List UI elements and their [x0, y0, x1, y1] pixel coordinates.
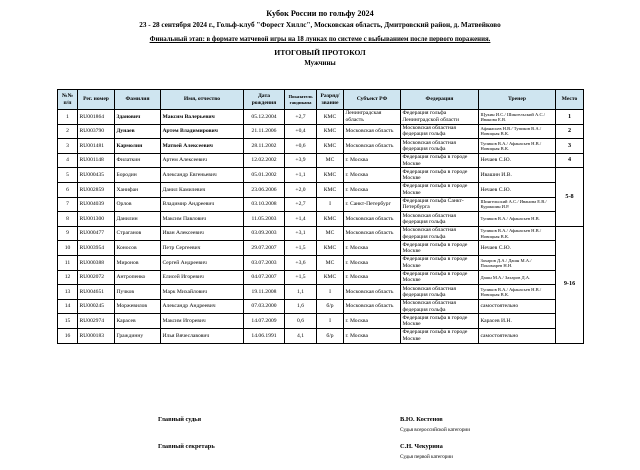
- cell-coach: Тупиков В.А./ Афанасьев Н.В./ Новицкая В.К.: [479, 226, 556, 241]
- protocol-title: ИТОГОВЫЙ ПРОТОКОЛ: [274, 48, 366, 57]
- col-header-place: Место: [556, 90, 584, 110]
- cell-place: 3: [556, 139, 584, 154]
- cell-hcp: +3,1: [285, 226, 317, 241]
- cell-n: 10: [58, 241, 78, 256]
- cell-hcp: +2,7: [285, 110, 317, 125]
- table-row: [58, 168, 584, 183]
- cell-last: Пучков: [115, 285, 161, 300]
- cell-coach: Карасев И.Н.: [479, 314, 556, 329]
- cell-rank: КМС: [317, 168, 344, 183]
- cell-dob: 14.06.1991: [244, 328, 285, 343]
- cell-hcp: +1,5: [285, 241, 317, 256]
- cell-n: 1: [58, 110, 78, 125]
- cell-region: Московская область: [344, 285, 401, 300]
- cell-hcp: +0,6: [285, 139, 317, 154]
- cell-coach: Нечаев С.Ю.: [479, 182, 556, 197]
- cell-dob: 05.01.2002: [244, 168, 285, 183]
- chief-judge-role: Главный судья: [158, 416, 202, 423]
- table-row: [58, 182, 584, 197]
- cell-first: Артем Владимирович: [161, 124, 244, 139]
- cell-reg: RU002859: [78, 182, 115, 197]
- cell-n: 13: [58, 285, 78, 300]
- col-header-number: №№ п/п: [58, 90, 78, 110]
- cell-fed: Федерация гольфа в городе Москве: [401, 153, 479, 168]
- document-subtitle: 23 - 28 сентября 2024 г., Гольф-клуб "Форест Хиллс", Московская область, Дмитровский район, д. Матвейково: [139, 21, 501, 29]
- table-row: [58, 139, 584, 154]
- cell-fed: Московская областная федерация гольфа: [401, 139, 479, 154]
- chief-judge-category: Судья всероссийской категории: [400, 427, 470, 433]
- cell-reg: RU001864: [78, 110, 115, 125]
- cell-first: Александр Евгеньевич: [161, 168, 244, 183]
- cell-dob: 04.07.2007: [244, 270, 285, 285]
- cell-region: г. Санкт-Петербург: [344, 197, 401, 212]
- cell-coach: Афанасьев Н.В./ Тупиков В.А./ Новицкая В.К.: [479, 124, 556, 139]
- cell-region: г. Москва: [344, 241, 401, 256]
- cell-last: Зданович: [115, 110, 161, 125]
- cell-reg: RU004039: [78, 197, 115, 212]
- cell-n: 5: [58, 168, 78, 183]
- cell-first: Петр Сергеевич: [161, 241, 244, 256]
- cell-rank: КМС: [317, 241, 344, 256]
- chief-secretary-role: Главный секретарь: [158, 443, 215, 450]
- cell-coach: Дашн М.А./ Захаров Д.А.: [479, 270, 556, 285]
- cell-rank: КМС: [317, 139, 344, 154]
- cell-region: г. Москва: [344, 153, 401, 168]
- cell-fed: Федерация гольфа в городе Москве: [401, 270, 479, 285]
- cell-coach: Щукин И.С./ Шингельский А.С./ Иванова Е.В.: [479, 110, 556, 125]
- cell-coach: Нечаев С.Ю.: [479, 241, 556, 256]
- cell-hcp: +1,1: [285, 168, 317, 183]
- cell-fed: Федерация гольфа Ленинградской области: [401, 110, 479, 125]
- cell-dob: 07.03.2000: [244, 299, 285, 314]
- cell-dob: 11.05.2003: [244, 212, 285, 227]
- cell-rank: МС: [317, 153, 344, 168]
- cell-n: 4: [58, 153, 78, 168]
- col-header-handicap: Показатель гандикапа: [285, 90, 317, 110]
- cell-first: Марк Михайлович: [161, 285, 244, 300]
- cell-hcp: 1,1: [285, 285, 317, 300]
- cell-dob: 05.12.2004: [244, 110, 285, 125]
- cell-dob: 03.07.2003: [244, 255, 285, 270]
- cell-n: 3: [58, 139, 78, 154]
- cell-last: Страганов: [115, 226, 161, 241]
- table-row: [58, 285, 584, 300]
- col-header-lastname: Фамилия: [115, 90, 161, 110]
- table-row: [58, 299, 584, 314]
- cell-hcp: +3,9: [285, 153, 317, 168]
- cell-place-group: 5-8: [556, 168, 584, 226]
- table-row: [58, 255, 584, 270]
- cell-region: Московская область: [344, 139, 401, 154]
- cell-reg: RU002072: [78, 270, 115, 285]
- cell-last: Ханифан: [115, 182, 161, 197]
- cell-last: Коносов: [115, 241, 161, 256]
- cell-n: 9: [58, 226, 78, 241]
- cell-fed: Федерация гольфа в городе Москве: [401, 255, 479, 270]
- cell-first: Александр Андреевич: [161, 299, 244, 314]
- cell-fed: Московская областная федерация гольфа: [401, 212, 479, 227]
- table-row: [58, 328, 584, 343]
- table-row: [58, 226, 584, 241]
- cell-rank: МС: [317, 226, 344, 241]
- cell-reg: RU000183: [78, 328, 115, 343]
- cell-region: Московская область: [344, 212, 401, 227]
- cell-last: Кармолин: [115, 139, 161, 154]
- col-header-rank: Разряд/ звание: [317, 90, 344, 110]
- cell-reg: RU002974: [78, 314, 115, 329]
- cell-dob: 03.10.2008: [244, 197, 285, 212]
- cell-reg: RU000435: [78, 168, 115, 183]
- cell-reg: RU000245: [78, 299, 115, 314]
- cell-first: Максим Игоревич: [161, 314, 244, 329]
- cell-last: Антропенко: [115, 270, 161, 285]
- cell-n: 16: [58, 328, 78, 343]
- cell-coach: Тупиков В.А./ Афанасьев Н.В./ Новицкая В.К.: [479, 139, 556, 154]
- col-header-coach: Тренер: [479, 90, 556, 110]
- table-header-row: [58, 90, 584, 110]
- cell-place-group: 9-16: [556, 226, 584, 343]
- cell-hcp: 4,1: [285, 328, 317, 343]
- col-header-reg: Рег. номер: [78, 90, 115, 110]
- cell-fed: Московская областная федерация гольфа: [401, 226, 479, 241]
- cell-hcp: +2,7: [285, 197, 317, 212]
- chief-secretary-category: Судья первой категории: [400, 454, 453, 460]
- cell-coach: Ивашин И.В.: [479, 168, 556, 183]
- cell-n: 6: [58, 182, 78, 197]
- cell-first: Максим Павлович: [161, 212, 244, 227]
- cell-rank: КМС: [317, 124, 344, 139]
- cell-fed: Федерация гольфа Санкт-Петербурга: [401, 197, 479, 212]
- chief-secretary-name: С.Н. Чекурина: [400, 443, 443, 450]
- cell-hcp: +0,4: [285, 124, 317, 139]
- cell-first: Елисей Игоревич: [161, 270, 244, 285]
- cell-fed: Московская областная федерация гольфа: [401, 124, 479, 139]
- cell-fed: Федерация гольфа в городе Москве: [401, 328, 479, 343]
- cell-first: Максим Валерьевич: [161, 110, 244, 125]
- cell-region: Московская область: [344, 299, 401, 314]
- cell-n: 2: [58, 124, 78, 139]
- cell-last: Данилин: [115, 212, 161, 227]
- cell-last: Граждинну: [115, 328, 161, 343]
- cell-region: г. Москва: [344, 314, 401, 329]
- table-row: [58, 197, 584, 212]
- table-row: [58, 153, 584, 168]
- table-row: [58, 241, 584, 256]
- table-row: [58, 212, 584, 227]
- cell-coach: Нечаев С.Ю.: [479, 153, 556, 168]
- document-page: [0, 9, 640, 470]
- cell-first: Иван Алексеевич: [161, 226, 244, 241]
- cell-place: 1: [556, 110, 584, 125]
- cell-last: Орлов: [115, 197, 161, 212]
- cell-rank: КМС: [317, 182, 344, 197]
- cell-n: 15: [58, 314, 78, 329]
- cell-region: г. Москва: [344, 255, 401, 270]
- cell-hcp: +1,4: [285, 212, 317, 227]
- cell-first: Матвей Алексеевич: [161, 139, 244, 154]
- cell-rank: МС: [317, 255, 344, 270]
- cell-coach: самостоятельно: [479, 328, 556, 343]
- cell-coach: Тупиков В.А./ Афанасьев Н.В.: [479, 212, 556, 227]
- cell-first: Артем Алексеевич: [161, 153, 244, 168]
- cell-n: 8: [58, 212, 78, 227]
- cell-region: г. Москва: [344, 270, 401, 285]
- cell-region: г. Москва: [344, 168, 401, 183]
- stage-description: Финальный этап: в формате матчевой игры на 18 лунках по системе с выбыванием после первого поражения.: [149, 36, 491, 43]
- col-header-dob: Дата рождения: [244, 90, 285, 110]
- cell-rank: I: [317, 285, 344, 300]
- cell-fed: Федерация гольфа в городе Москве: [401, 241, 479, 256]
- cell-dob: 21.11.2006: [244, 124, 285, 139]
- cell-rank: б/р: [317, 299, 344, 314]
- chief-judge-name: В.Ю. Костенов: [400, 416, 443, 423]
- cell-fed: Федерация гольфа в городе Москве: [401, 168, 479, 183]
- cell-coach: Захаров Д.А./ Дашн М.А./ Пономарев Н.Н.: [479, 255, 556, 270]
- cell-n: 12: [58, 270, 78, 285]
- cell-dob: 23.06.2006: [244, 182, 285, 197]
- cell-fed: Федерация гольфа в городе Москве: [401, 182, 479, 197]
- cell-reg: RU001300: [78, 212, 115, 227]
- cell-last: Карасев: [115, 314, 161, 329]
- cell-hcp: 1,6: [285, 299, 317, 314]
- col-header-federation: Федерация: [401, 90, 479, 110]
- cell-coach: самостоятельно: [479, 299, 556, 314]
- cell-reg: RU001148: [78, 153, 115, 168]
- cell-last: Моржевилов: [115, 299, 161, 314]
- cell-hcp: +2,0: [285, 182, 317, 197]
- results-body: [58, 110, 584, 344]
- cell-rank: КМС: [317, 212, 344, 227]
- cell-region: Московская область: [344, 226, 401, 241]
- cell-last: Миронов: [115, 255, 161, 270]
- col-header-region: Субъект РФ: [344, 90, 401, 110]
- document-title: Кубок России по гольфу 2024: [266, 9, 374, 18]
- cell-n: 11: [58, 255, 78, 270]
- cell-region: Московская область: [344, 124, 401, 139]
- cell-reg: RU000477: [78, 226, 115, 241]
- cell-last: Филаткин: [115, 153, 161, 168]
- cell-n: 14: [58, 299, 78, 314]
- cell-hcp: +3,6: [285, 255, 317, 270]
- cell-place: 4: [556, 153, 584, 168]
- cell-region: Ленинградская область: [344, 110, 401, 125]
- cell-last: Дунаев: [115, 124, 161, 139]
- cell-region: г. Москва: [344, 182, 401, 197]
- cell-reg: RU004651: [78, 285, 115, 300]
- cell-place: 2: [556, 124, 584, 139]
- cell-region: г. Москва: [344, 328, 401, 343]
- cell-fed: Московская областная федерация гольфа: [401, 285, 479, 300]
- cell-dob: 12.02.2002: [244, 153, 285, 168]
- table-row: [58, 124, 584, 139]
- cell-dob: 14.07.2009: [244, 314, 285, 329]
- cell-dob: 28.11.2002: [244, 139, 285, 154]
- cell-dob: 03.09.2003: [244, 226, 285, 241]
- cell-hcp: 0,6: [285, 314, 317, 329]
- table-row: [58, 270, 584, 285]
- cell-first: Данил Камилевич: [161, 182, 244, 197]
- table-row: [58, 110, 584, 125]
- cell-coach: Тупиков В.А./ Афанасьев Н.В./ Новицкая В.К.: [479, 285, 556, 300]
- cell-last: Бородин: [115, 168, 161, 183]
- cell-fed: Московская областная федерация гольфа: [401, 299, 479, 314]
- cell-rank: КМС: [317, 110, 344, 125]
- results-table: [57, 89, 584, 344]
- category-label: Мужчины: [304, 60, 336, 67]
- table-row: [58, 314, 584, 329]
- cell-rank: I: [317, 314, 344, 329]
- cell-first: Сергей Андреевич: [161, 255, 244, 270]
- cell-coach: Шингельский А.С./ Иванова Е.В./ Куракшин И.Р.: [479, 197, 556, 212]
- cell-reg: RU003954: [78, 241, 115, 256]
- cell-rank: I: [317, 197, 344, 212]
- cell-first: Илья Вячеславович: [161, 328, 244, 343]
- col-header-firstname: Имя, отчество: [161, 90, 244, 110]
- cell-reg: RU001481: [78, 139, 115, 154]
- cell-rank: б/р: [317, 328, 344, 343]
- cell-n: 7: [58, 197, 78, 212]
- cell-hcp: +1,5: [285, 270, 317, 285]
- cell-reg: RU000388: [78, 255, 115, 270]
- cell-first: Владимир Андреевич: [161, 197, 244, 212]
- cell-rank: КМС: [317, 270, 344, 285]
- cell-dob: 29.07.2007: [244, 241, 285, 256]
- cell-reg: RU003790: [78, 124, 115, 139]
- cell-fed: Федерация гольфа в городе Москве: [401, 314, 479, 329]
- cell-dob: 19.11.2008: [244, 285, 285, 300]
